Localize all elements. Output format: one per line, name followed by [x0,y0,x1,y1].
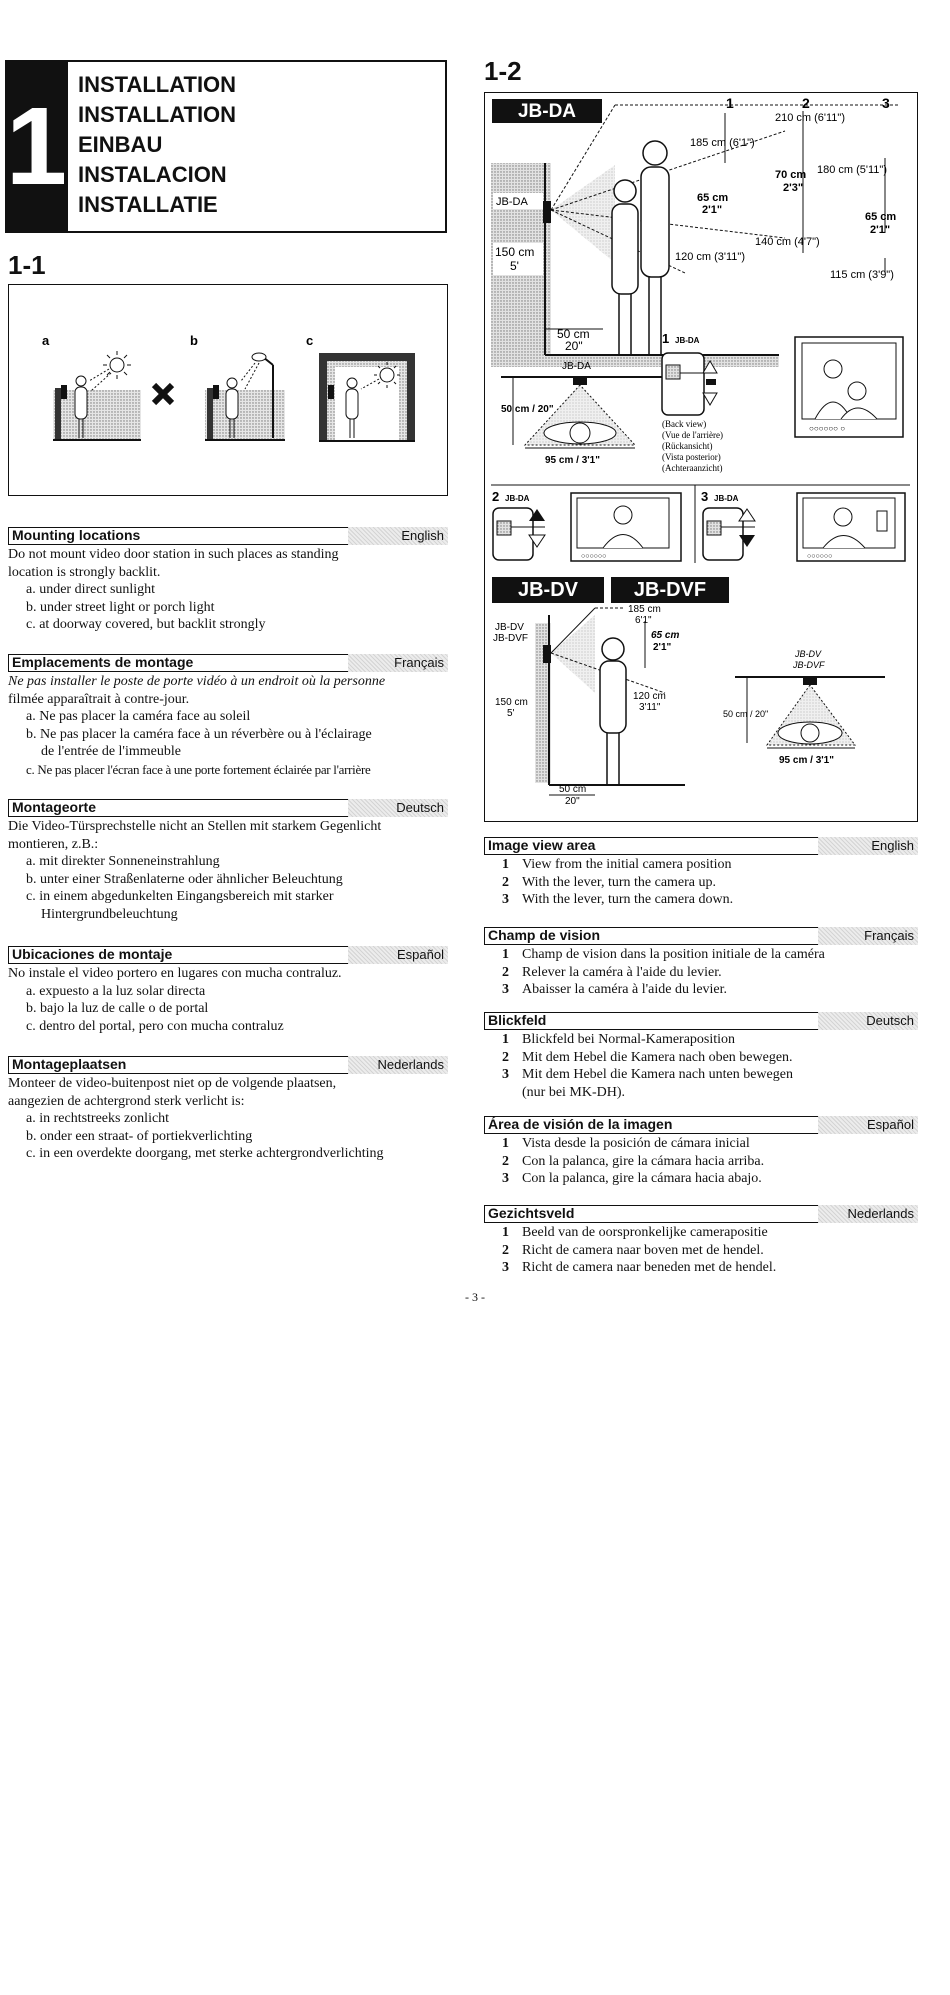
intro-line: filmée apparaîtrait à contre-jour. [8,691,190,707]
list-item: b. bajo la luz de calle o de portal [26,1001,209,1016]
intro-line: No instale el video portero en lugares con mucha contraluz. [8,966,342,981]
list-item: b. Ne pas placer la caméra face à un réverbère ou à l'éclairage [26,726,372,742]
camera-view-diagram [485,93,916,820]
dim-label: 50 cm / 20" [501,404,554,415]
intro-line: Die Video-Türsprechstelle nicht an Stellen mit starkem Gegenlicht [8,819,382,834]
list-item-cont: de l'entrée de l'immeuble [41,744,181,759]
dim-label: 120 cm (3'11") [675,251,745,263]
dim-label: 50 cm / 20" [723,709,769,719]
view-number: 1 [662,331,670,346]
list-item: 3 Mit dem Hebel die Kamera nach unten bewegen [502,1067,793,1082]
dim-label: 65 cm [651,630,680,641]
dim-label: 5' [507,708,515,719]
list-item-cont: (nur bei MK-DH). [522,1084,626,1100]
unit-label: JB-DV [795,649,822,659]
view-number: 3 [701,489,709,504]
dim-label: 2'1" [702,204,723,216]
back-view-caption: (Vue de l'arrière) [662,430,724,440]
page-number: - 3 - [465,1290,485,1304]
language-badge: Español [348,946,448,964]
column-number: 2 [802,95,810,111]
jbdvf-banner: JB-DVF [633,579,707,601]
dim-label: 210 cm (6'11") [775,112,845,124]
list-item-cont: Hintergrundbeleuchtung [41,906,178,922]
view-de-list [484,1031,918,1101]
list-item: 1 Blickfeld bei Normal-Kameraposition [502,1032,736,1047]
view-fr-list [484,946,918,999]
dim-label: 3'11" [639,702,661,713]
list-item: 1 Vista desde la posición de cámara inicial [502,1136,750,1151]
chapter-title-line: INSTALLATION [78,102,237,127]
list-item: c. at doorway covered, but backlit strongly [26,617,266,632]
back-view-caption: (Achteraanzicht) [662,463,723,473]
camera-view-figure [484,92,918,822]
mounting-es-body [8,965,448,1035]
list-item: 2 Mit dem Hebel die Kamera nach oben bewegen. [502,1049,793,1065]
section-title: Champ de vision [484,927,818,945]
list-item: a. under direct sunlight [26,582,156,597]
section-title: Ubicaciones de montaje [8,946,348,964]
dim-label: 65 cm [865,211,897,223]
dim-label: 50 cm [559,784,587,795]
section-heading-1-2: 1-2 [484,56,522,86]
mounting-de-body [8,818,450,923]
language-badge: Français [818,927,918,945]
svg-text:○○○○○○ ○: ○○○○○○ ○ [809,424,846,433]
dim-label: 2'1" [653,642,672,653]
intro-line: Monteer de video-buitenpost niet op de volgende plaatsen, [8,1076,337,1091]
language-badge: Français [348,654,448,672]
view-en-header [484,837,918,855]
intro-line: aangezien de achtergrond sterk verlicht is: [8,1093,245,1109]
chapter-title-line: EINBAU [78,132,163,157]
dim-label: 140 cm (4'7") [755,236,820,248]
intro-line: location is strongly backlit. [8,564,161,580]
view-nl-list [484,1224,918,1277]
unit-label: JB-DV [495,622,524,633]
list-item: 1 View from the initial camera position [502,857,732,872]
list-item: 3 Con la palanca, gire la cámara hacia abajo. [502,1171,762,1186]
mounting-nl-header [8,1056,448,1074]
dim-label: 120 cm [633,691,666,702]
dim-label: 20" [565,796,580,807]
dim-label: 180 cm (5'11") [817,164,887,176]
chapter-title-line: INSTALLATIE [78,192,218,217]
back-view-caption: (Vista posterior) [662,452,721,462]
dim-label: 5' [510,259,519,273]
language-badge: English [348,527,448,545]
language-badge: Nederlands [348,1056,448,1074]
chapter-number: 1 [5,60,68,233]
list-item: 3 With the lever, turn the camera down. [502,892,734,907]
language-badge: Nederlands [818,1205,918,1223]
view-es-list [484,1135,918,1188]
jbdv-banner: JB-DV [517,579,579,601]
section-heading-1-1: 1-1 [8,250,46,280]
list-item: b. unter einer Straßenlaterne oder ähnlicher Beleuchtung [26,871,343,887]
figure-label-c: c [306,333,314,348]
section-title: Área de visión de la imagen [484,1116,818,1134]
language-badge: Español [818,1116,918,1134]
section-title: Image view area [484,837,818,855]
cross-icon [154,385,172,403]
view-fr-header [484,927,918,945]
list-item: c. dentro del portal, pero con mucha contraluz [26,1018,284,1034]
list-item: a. mit direkter Sonneneinstrahlung [26,854,220,869]
chapter-title-line: INSTALACION [78,162,227,187]
intro-line: Do not mount video door station in such places as standing [8,547,339,562]
view-de-header [484,1012,918,1030]
dim-label: 150 cm [495,245,535,259]
language-badge: Deutsch [818,1012,918,1030]
list-item: 2 Relever la caméra à l'aide du levier. [502,964,722,980]
dim-label: 95 cm / 3'1" [545,455,600,466]
intro-line: montieren, z.B.: [8,836,99,852]
dim-label: 50 cm [557,327,590,341]
column-number: 3 [882,95,890,111]
list-item: a. Ne pas placer la caméra face au soleil [26,709,251,724]
list-item: b. under street light or porch light [26,599,215,615]
back-view-caption: (Back view) [662,419,707,429]
dim-label: 185 cm (6'1") [690,137,755,149]
figure-label-b: b [190,333,198,348]
view-nl-header [484,1205,918,1223]
svg-text:○○○○○○: ○○○○○○ [807,553,833,560]
mounting-en-header [8,527,448,545]
intro-line: Ne pas installer le poste de porte vidéo à un endroit où la personne [8,674,386,689]
section-title: Blickfeld [484,1012,818,1030]
view-model: JB-DA [675,336,700,345]
mounting-nl-body [8,1075,450,1163]
dim-label: 115 cm (3'9") [830,269,894,281]
list-item: 1 Champ de vision dans la position initiale de la caméra [502,947,825,962]
dim-label: 70 cm [775,169,807,181]
dim-label: 20" [565,339,583,353]
view-en-list [484,856,918,909]
mounting-fr-body [8,673,450,778]
section-title: Emplacements de montage [8,654,348,672]
unit-label: JB-DVF [493,633,528,644]
list-item: 2 Con la palanca, gire la cámara hacia arriba. [502,1153,765,1169]
chapter-title-list [78,70,236,220]
view-model: JB-DA [714,494,739,503]
backlight-figure [8,284,448,496]
section-title: Gezichtsveld [484,1205,818,1223]
list-item: c. Ne pas placer l'écran face à une porte fortement éclairée par l'arrière [26,761,371,777]
mounting-es-header [8,946,448,964]
list-item: a. in rechtstreeks zonlicht [26,1111,170,1126]
language-badge: English [818,837,918,855]
dim-label: 2'3" [783,182,804,194]
list-item: c. in een overdekte doorgang, met sterke achtergrondverlichting [26,1146,384,1161]
dim-label: 2'1" [870,224,891,236]
dim-label: 65 cm [697,192,729,204]
dim-label: 6'1" [635,615,652,626]
list-item: 2 With the lever, turn the camera up. [502,874,717,890]
list-item: 2 Richt de camera naar boven met de hendel. [502,1242,764,1258]
back-view-caption: (Rückansicht) [662,441,713,451]
figure-label-a: a [42,333,50,348]
list-item: 3 Abaisser la caméra à l'aide du levier. [502,982,728,997]
language-badge: Deutsch [348,799,448,817]
section-title: Mounting locations [8,527,348,545]
view-es-header [484,1116,918,1134]
list-item: c. in einem abgedunkelten Eingangsbereich mit starker [26,889,334,904]
mounting-de-header [8,799,448,817]
column-number: 1 [726,95,734,111]
jbda-banner: JB-DA [517,101,577,122]
view-model: JB-DA [505,494,530,503]
chapter-title-line: INSTALLATION [78,72,237,97]
mounting-en-body [8,546,448,634]
unit-label: JB-DA [562,361,591,372]
list-item: 3 Richt de camera naar beneden met de hendel. [502,1260,777,1275]
section-title: Montageplaatsen [8,1056,348,1074]
view-number: 2 [492,489,500,504]
dim-label: 95 cm / 3'1" [779,755,834,766]
svg-text:○○○○○○: ○○○○○○ [581,553,607,560]
list-item: a. expuesto a la luz solar directa [26,983,206,999]
dim-label: 185 cm [628,604,661,615]
section-title: Montageorte [8,799,348,817]
list-item: 1 Beeld van de oorspronkelijke camerapositie [502,1225,768,1240]
unit-label: JB-DVF [793,660,825,670]
list-item: b. onder een straat- of portiekverlichting [26,1128,253,1144]
sun-icon [89,351,131,391]
dim-label: 150 cm [495,697,528,708]
backlight-illustration [9,285,446,494]
unit-label: JB-DA [496,196,528,208]
mounting-fr-header [8,654,448,672]
